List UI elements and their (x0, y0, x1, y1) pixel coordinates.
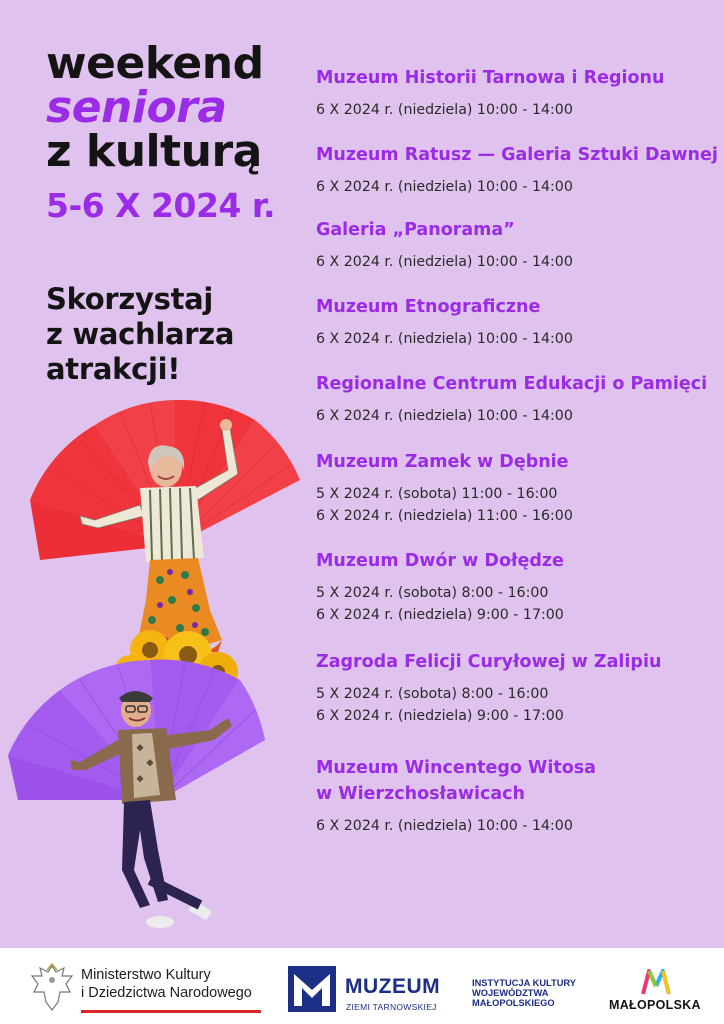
ministry-line-1: Ministerstwo Kultury (81, 967, 211, 983)
dancing-seniors-illustration (0, 400, 310, 940)
malopolska-wordmark: MAŁOPOLSKA (609, 998, 701, 1012)
venue-time: 6 X 2024 r. (niedziela) 10:00 - 14:00 (316, 408, 573, 424)
venue-times (316, 99, 716, 121)
venue-item (316, 548, 716, 626)
venue-times (316, 176, 716, 198)
venue-name: Galeria „Panorama” (316, 220, 515, 240)
venue-times (316, 328, 716, 350)
venue-time: 6 X 2024 r. (niedziela) 9:00 - 17:00 (316, 607, 564, 623)
venue-name-line-2: w Wierzchosławicach (316, 784, 526, 804)
eagle-emblem-icon (30, 962, 74, 1014)
venue-time: 6 X 2024 r. (niedziela) 11:00 - 16:00 (316, 508, 573, 524)
tagline-line-3: atrakcji! (46, 352, 181, 386)
venue-times (316, 683, 716, 727)
venue-name: Muzeum Ratusz — Galeria Sztuki Dawnej (316, 145, 718, 165)
venue-time: 6 X 2024 r. (niedziela) 9:00 - 17:00 (316, 708, 564, 724)
headline-line-kultura: z kulturą (46, 126, 262, 177)
venue-item (316, 755, 716, 837)
venue-item (316, 294, 716, 350)
venue-time: 5 X 2024 r. (sobota) 8:00 - 16:00 (316, 686, 549, 702)
venue-name: Muzeum Dwór w Dołędze (316, 551, 564, 571)
venue-item (316, 371, 716, 427)
venue-item (316, 217, 716, 273)
venue-times (316, 582, 716, 626)
venue-name: Muzeum Zamek w Dębnie (316, 452, 569, 472)
venue-item (316, 142, 716, 198)
venue-time: 6 X 2024 r. (niedziela) 10:00 - 14:00 (316, 102, 573, 118)
institution-line-3: MAŁOPOLSKIEGO (472, 998, 555, 1008)
ministry-line-2: i Dziedzictwa Narodowego (81, 985, 252, 1001)
institution-line-1: INSTYTUCJA KULTURY (472, 978, 576, 988)
venue-time: 5 X 2024 r. (sobota) 8:00 - 16:00 (316, 585, 549, 601)
venue-name: Muzeum Wincentego Witosa (316, 758, 596, 778)
museum-title: MUZEUM (345, 975, 441, 998)
venue-time: 5 X 2024 r. (sobota) 11:00 - 16:00 (316, 486, 558, 502)
tagline-line-2: z wachlarza (46, 317, 235, 351)
venue-name: Muzeum Etnograficzne (316, 297, 541, 317)
tagline (46, 282, 306, 387)
venue-item (316, 449, 716, 527)
institution-label (472, 978, 576, 1008)
headline-line-weekend: weekend (46, 38, 264, 89)
museum-m-logo-icon (288, 966, 336, 1012)
venue-item (316, 65, 716, 121)
ministry-red-bar (81, 1010, 261, 1013)
venue-time: 6 X 2024 r. (niedziela) 10:00 - 14:00 (316, 179, 573, 195)
venue-time: 6 X 2024 r. (niedziela) 10:00 - 14:00 (316, 331, 573, 347)
headline-line-seniora: seniora (46, 82, 227, 133)
venue-name: Zagroda Felicji Curyłowej w Zalipiu (316, 652, 662, 672)
venue-time: 6 X 2024 r. (niedziela) 10:00 - 14:00 (316, 818, 573, 834)
tagline-line-1: Skorzystaj (46, 282, 214, 316)
venue-name: Regionalne Centrum Edukacji o Pamięci (316, 374, 708, 394)
malopolska-m-logo-icon (640, 968, 672, 996)
museum-subtitle: ZIEMI TARNOWSKIEJ (346, 1002, 437, 1012)
venue-times (316, 405, 716, 427)
venue-times (316, 483, 716, 527)
footer-logo-bar (0, 948, 724, 1024)
venue-times (316, 815, 716, 837)
headline (46, 38, 306, 226)
venue-times (316, 251, 716, 273)
event-date: 5-6 X 2024 r. (46, 186, 275, 225)
venue-time: 6 X 2024 r. (niedziela) 10:00 - 14:00 (316, 254, 573, 270)
institution-line-2: WOJEWÓDZTWA (472, 988, 549, 998)
ministry-name (81, 966, 252, 1002)
venue-item (316, 649, 716, 727)
venue-name: Muzeum Historii Tarnowa i Regionu (316, 68, 665, 88)
